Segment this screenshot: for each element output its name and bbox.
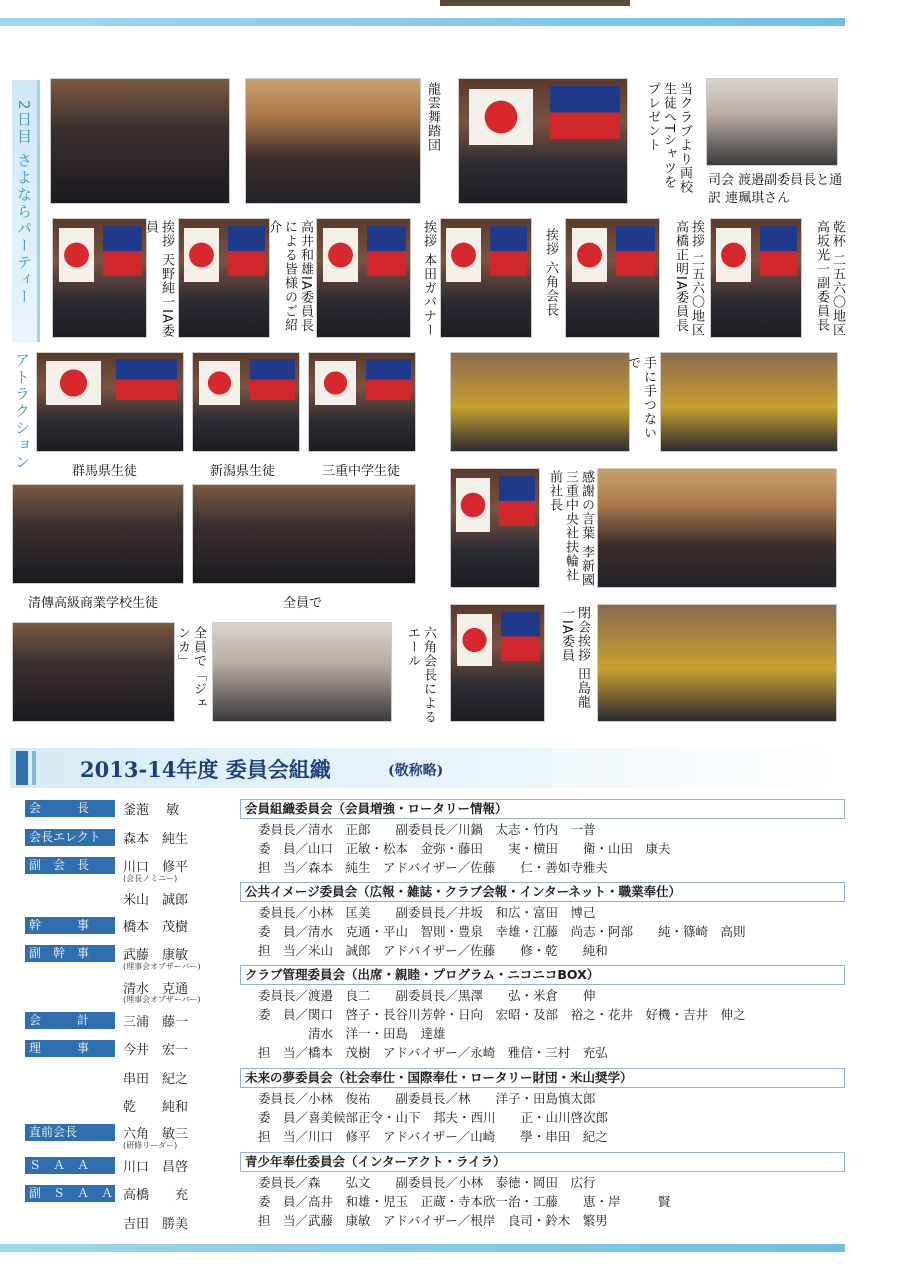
caption-honda: 挨拶 本田ガバナー <box>421 220 436 338</box>
heading-mark <box>16 751 28 785</box>
photo-party-hall <box>50 78 230 204</box>
officer-name-second: 串田 紀之 <box>123 1072 189 1087</box>
photo-tajima <box>450 604 545 722</box>
party-side-label: 2日目 さよならパーティー <box>15 100 33 306</box>
committee-line: 委員長／小林 俊祐 副委員長／林 洋子・田島慎太郎 <box>258 1091 596 1106</box>
officer-name: 橋本 茂樹 <box>123 920 189 935</box>
officer-role: 幹 事 <box>25 917 115 934</box>
committee-line: 委 員／高井 和雄・児玉 正蔵・寺本欣一治・工藤 恵・岸 賢 <box>258 1194 671 1209</box>
photo-tshirt-gift <box>458 78 628 204</box>
committee-title: クラブ管理委員会（出席・親睦・プログラム・ニコニコBOX） <box>240 965 845 985</box>
photo-takahashi <box>565 218 660 338</box>
photo-gunma <box>36 352 184 452</box>
caption-tshirt: 当クラブより両校生徒へTシャツをプレゼント <box>645 82 692 194</box>
officer-role: 会長エレクト <box>25 829 115 846</box>
caption-gunma: 群馬県生徒 <box>72 464 138 479</box>
photo-all-group <box>192 484 416 584</box>
top-rule <box>0 18 845 26</box>
committee-title: 未来の夢委員会（社会奉仕・国際奉仕・ロータリー財団・米山奨学） <box>240 1068 845 1088</box>
caption-jenka: 全員で「ジェンカ」 <box>175 626 206 710</box>
officer-role: 会 長 <box>25 800 115 817</box>
committee-line: 担 当／米山 誠郎 アドバイザー／佐藤 修・乾 純和 <box>258 943 608 958</box>
heading-mark-thin <box>32 751 36 785</box>
caption-dance: 龍雲舞踏団 <box>425 82 440 152</box>
officer-role: 副 幹 事 <box>25 945 115 962</box>
committee-line: 清水 洋一・田島 達雄 <box>258 1026 446 1041</box>
photo-hand-in-hand-right <box>660 352 838 452</box>
caption-takahashi: 挨拶 二五六〇地区高橋正明IA委員長 <box>673 220 704 338</box>
photo-amano <box>52 218 147 338</box>
officer-role: Ｓ Ａ Ａ <box>25 1157 115 1174</box>
caption-all: 全員で <box>283 596 323 611</box>
committee-line: 委 員／喜美候部正令・山下 邦夫・西川 正・山川啓次郎 <box>258 1110 609 1125</box>
officer-name: 川口 修平 <box>123 860 189 875</box>
caption-seiden: 清傳高級商業学校生徒 <box>28 596 159 611</box>
photo-niigata <box>192 352 300 452</box>
officer-name: 高橋 充 <box>123 1188 189 1203</box>
officer-name-second: 吉田 勝美 <box>123 1217 189 1232</box>
caption-amano: 挨拶 天野純一IA委員 <box>143 220 174 338</box>
officer-note: (理事会オブザーバー) <box>123 962 201 971</box>
officer-role: 理 事 <box>25 1040 115 1057</box>
committee-line: 委員長／渡邉 良二 副委員長／黒澤 弘・米倉 伸 <box>258 988 596 1003</box>
officer-name: 三浦 藤一 <box>123 1015 189 1030</box>
photo-dance-troupe <box>245 78 421 204</box>
caption-takai: 高井和雄IA委員長による皆様のご紹介 <box>266 220 313 333</box>
photo-mie <box>308 352 416 452</box>
committee-line: 担 当／森本 純生 アドバイザー／佐藤 仁・善如寺雅夫 <box>258 860 608 875</box>
photo-honda <box>316 218 411 338</box>
section-heading <box>10 748 840 788</box>
officer-name-second: 清水 克通 <box>123 982 189 997</box>
committee-line: 担 当／川口 修平 アドバイザー／山崎 學・串田 紀之 <box>258 1129 608 1144</box>
section-subtitle: (敬称略) <box>388 763 444 779</box>
committee-line: 委 員／清水 克通・平山 智則・豊泉 幸雄・江藤 尚志・阿部 純・篠崎 高則 <box>258 924 746 939</box>
committee-line: 担 当／武藤 康敏 アドバイザー／根岸 良司・鈴木 繁男 <box>258 1213 608 1228</box>
officer-role: 会 計 <box>25 1012 115 1029</box>
officer-name-second: 米山 誠郎 <box>123 893 189 908</box>
officer-name-third: 乾 純和 <box>123 1100 189 1115</box>
photo-jenka-dance <box>12 622 175 722</box>
committee-line: 委員長／森 弘文 副委員長／小林 泰徳・岡田 広行 <box>258 1175 596 1190</box>
officer-name: 六角 敏三 <box>123 1127 189 1142</box>
caption-yell: 六角会長によるエール <box>405 626 436 724</box>
photo-mc <box>706 78 838 166</box>
photo-group-stage <box>597 468 837 588</box>
committee-title: 会員組織委員会（会員増強・ロータリー情報） <box>240 799 845 819</box>
photo-takai <box>178 218 270 338</box>
officer-note-second: (理事会オブザーバー) <box>123 995 201 1004</box>
officer-role: 直前会長 <box>25 1124 115 1141</box>
committee-line: 委 員／山口 正敏・松本 金弥・藤田 実・横田 衛・山田 康夫 <box>258 841 671 856</box>
committee-title: 公共イメージ委員会（広報・雑誌・クラブ会報・インターネット・職業奉仕） <box>240 882 845 902</box>
officer-name: 釜萢 敏 <box>123 803 180 818</box>
officer-name: 武藤 康敏 <box>123 948 189 963</box>
officer-name: 森本 純生 <box>123 832 189 847</box>
caption-hand: 手に手つないで <box>625 356 656 440</box>
photo-yell <box>212 622 392 722</box>
committee-line: 委員長／清水 正郎 副委員長／川鍋 太志・竹内 一普 <box>258 822 596 837</box>
bottom-rule <box>0 1244 845 1252</box>
section-title: 2013-14年度 委員会組織 <box>80 757 331 782</box>
photo-hand-in-hand-left <box>450 352 630 452</box>
officer-name: 川口 昌啓 <box>123 1160 189 1175</box>
committee-title: 青少年奉仕委員会（インターアクト・ライラ） <box>240 1152 845 1172</box>
photo-takasaka <box>710 218 802 338</box>
officer-note: (会長ノミニー) <box>123 874 178 883</box>
officer-note: (研修リーダー) <box>123 1141 178 1150</box>
committee-line: 委 員／関口 啓子・長谷川芳幹・日向 宏昭・及部 裕之・花井 好機・吉井 伸之 <box>258 1007 746 1022</box>
caption-rokkaku: 挨拶 六角会長 <box>543 228 558 318</box>
caption-mc: 司会 渡邉副委員長と通訳 連珮琪さん <box>708 173 843 206</box>
committee-line: 担 当／橋本 茂樹 アドバイザー／永崎 雅信・三村 充弘 <box>258 1045 608 1060</box>
photo-li-shinkoku <box>450 468 540 588</box>
officer-name: 今井 宏一 <box>123 1043 189 1058</box>
officer-role: 副 Ｓ Ａ Ａ <box>25 1185 115 1202</box>
caption-niigata: 新潟県生徒 <box>210 464 276 479</box>
top-strip <box>440 0 630 6</box>
caption-thanks: 感謝の言葉 李新國三重中央社扶輪社前社長 <box>547 470 594 588</box>
photo-seiden <box>12 484 184 584</box>
committee-line: 委員長／小林 匡美 副委員長／井坂 和広・富田 博己 <box>258 905 596 920</box>
officer-role: 副 会 長 <box>25 857 115 874</box>
photo-rokkaku <box>440 218 532 338</box>
attraction-side-label: アトラクション <box>13 352 31 471</box>
caption-takasaka: 乾杯 二五六〇地区高坂光一副委員長 <box>814 220 845 338</box>
caption-mie: 三重中学生徒 <box>322 464 401 479</box>
caption-closing: 閉会挨拶 田島龍一IA委員 <box>559 606 590 710</box>
photo-final-group <box>597 604 837 722</box>
